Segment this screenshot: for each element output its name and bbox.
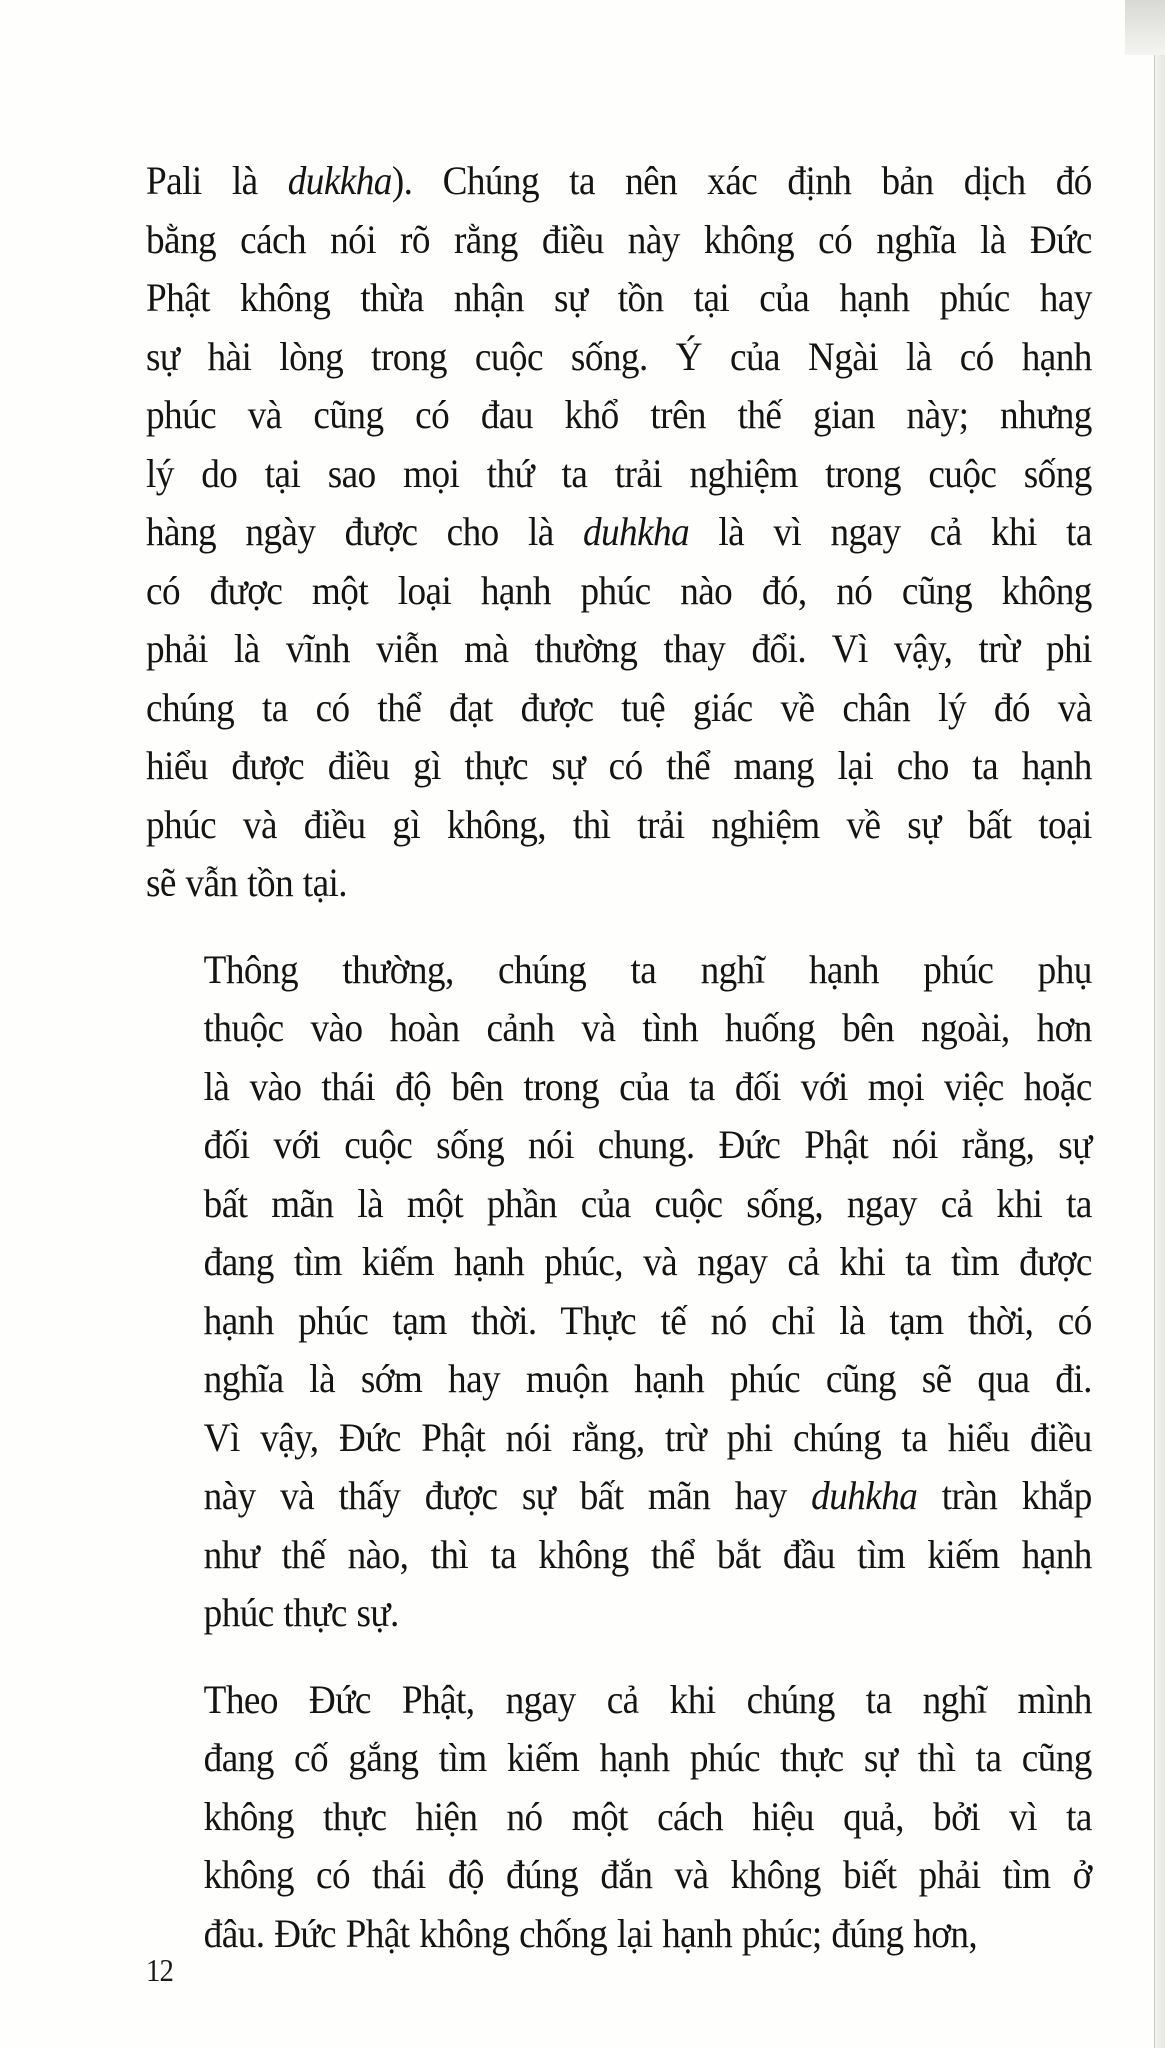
text-line — [146, 941, 1092, 1000]
text-segment: sự hài lòng trong cuộc sống. Ý của Ngài là có hạnh — [146, 333, 1092, 379]
text-line — [146, 1729, 1092, 1788]
text-line — [146, 1671, 1092, 1730]
text-segment: tràn khắp — [917, 1473, 1092, 1518]
text-line — [146, 1116, 1092, 1175]
text-segment: hiểu được điều gì thực sự có thể mang lại cho ta hạnh — [146, 743, 1092, 788]
text-segment: như thế nào, thì ta không thể bắt đầu tìm kiếm hạnh — [203, 1531, 1092, 1577]
text-line — [146, 1350, 1092, 1409]
text-line — [146, 1788, 1092, 1847]
text-segment: sẽ vẫn tồn tại. — [146, 860, 348, 905]
text-segment: Theo Đức Phật, ngay cả khi chúng ta nghĩ mình — [203, 1676, 1092, 1722]
text-line — [146, 152, 1092, 211]
text-segment: Pali là — [146, 158, 288, 203]
text-segment: lý do tại sao mọi thứ ta trải nghiệm trong cuộc sống — [146, 450, 1092, 496]
page-number: 12 — [146, 1952, 173, 1988]
text-segment: hạnh phúc tạm thời. Thực tế nó chỉ là tạm thời, có — [203, 1297, 1092, 1343]
text-segment: Thông thường, chúng ta nghĩ hạnh phúc phụ — [203, 946, 1092, 992]
text-segment: có được một loại hạnh phúc nào đó, nó cũng không — [146, 567, 1092, 613]
text-line — [146, 854, 1092, 913]
text-line — [146, 1409, 1092, 1468]
text-segment: đang cố gắng tìm kiếm hạnh phúc thực sự thì ta cũng — [203, 1735, 1092, 1780]
page-edge-shadow — [1154, 0, 1165, 2048]
text-segment: bằng cách nói rõ rằng điều này không có nghĩa là Đức — [146, 216, 1092, 262]
italic-term: duhkha — [582, 509, 690, 554]
text-segment: nghĩa là sớm hay muộn hạnh phúc cũng sẽ qua đi. — [203, 1356, 1092, 1401]
text-line — [146, 503, 1092, 562]
text-line — [146, 386, 1092, 445]
text-segment: đang tìm kiếm hạnh phúc, và ngay cả khi ta tìm được — [203, 1239, 1092, 1284]
page-corner-shadow — [1125, 0, 1165, 55]
text-line — [146, 1526, 1092, 1585]
text-segment: đối với cuộc sống nói chung. Đức Phật nói rằng, sự — [203, 1122, 1092, 1167]
body-text — [146, 152, 1092, 1963]
italic-term: dukkha — [287, 158, 392, 203]
text-line — [146, 211, 1092, 270]
text-line — [146, 1292, 1092, 1351]
text-line — [146, 1905, 1092, 1964]
text-segment: bất mãn là một phần của cuộc sống, ngay cả khi ta — [203, 1180, 1092, 1226]
text-segment: là vào thái độ bên trong của ta đối với mọi việc hoặc — [203, 1063, 1092, 1109]
text-segment: phúc thực sự. — [203, 1590, 399, 1635]
text-line — [146, 328, 1092, 387]
text-line — [146, 562, 1092, 621]
text-line — [146, 1175, 1092, 1234]
text-line — [146, 1467, 1092, 1526]
text-segment: phúc và điều gì không, thì trải nghiệm về sự bất toại — [146, 801, 1092, 847]
text-segment: này và thấy được sự bất mãn hay — [203, 1473, 812, 1518]
text-segment: thuộc vào hoàn cảnh và tình huống bên ngoài, hơn — [203, 1005, 1092, 1050]
text-segment: là vì ngay cả khi ta — [689, 509, 1092, 554]
text-line — [146, 737, 1092, 796]
text-segment: đâu. Đức Phật không chống lại hạnh phúc; đúng hơn, — [203, 1910, 978, 1956]
text-line — [146, 999, 1092, 1058]
text-line — [146, 679, 1092, 738]
text-segment: Phật không thừa nhận sự tồn tại của hạnh phúc hay — [146, 275, 1092, 320]
paragraph-3 — [146, 1671, 1092, 1964]
text-segment: phải là vĩnh viễn mà thường thay đổi. Vì vậy, trừ phi — [146, 626, 1092, 671]
text-line — [146, 1233, 1092, 1292]
text-line — [146, 796, 1092, 855]
paragraph-1 — [146, 152, 1092, 913]
text-segment: phúc và cũng có đau khổ trên thế gian này; nhưng — [146, 392, 1092, 437]
text-segment: Vì vậy, Đức Phật nói rằng, trừ phi chúng ta hiểu điều — [203, 1414, 1092, 1460]
text-segment: chúng ta có thể đạt được tuệ giác về chân lý đó và — [146, 684, 1092, 730]
text-line — [146, 1846, 1092, 1905]
text-line — [146, 445, 1092, 504]
text-line — [146, 620, 1092, 679]
text-segment: ). Chúng ta nên xác định bản dịch đó — [391, 158, 1092, 203]
text-segment: hàng ngày được cho là — [146, 509, 583, 554]
text-segment: không có thái độ đúng đắn và không biết phải tìm ở — [203, 1852, 1092, 1897]
paragraph-2 — [146, 941, 1092, 1643]
text-line — [146, 1058, 1092, 1117]
text-segment: không thực hiện nó một cách hiệu quả, bởi vì ta — [203, 1793, 1092, 1839]
italic-term: duhkha — [811, 1473, 918, 1518]
text-line — [146, 1584, 1092, 1643]
text-line — [146, 269, 1092, 328]
